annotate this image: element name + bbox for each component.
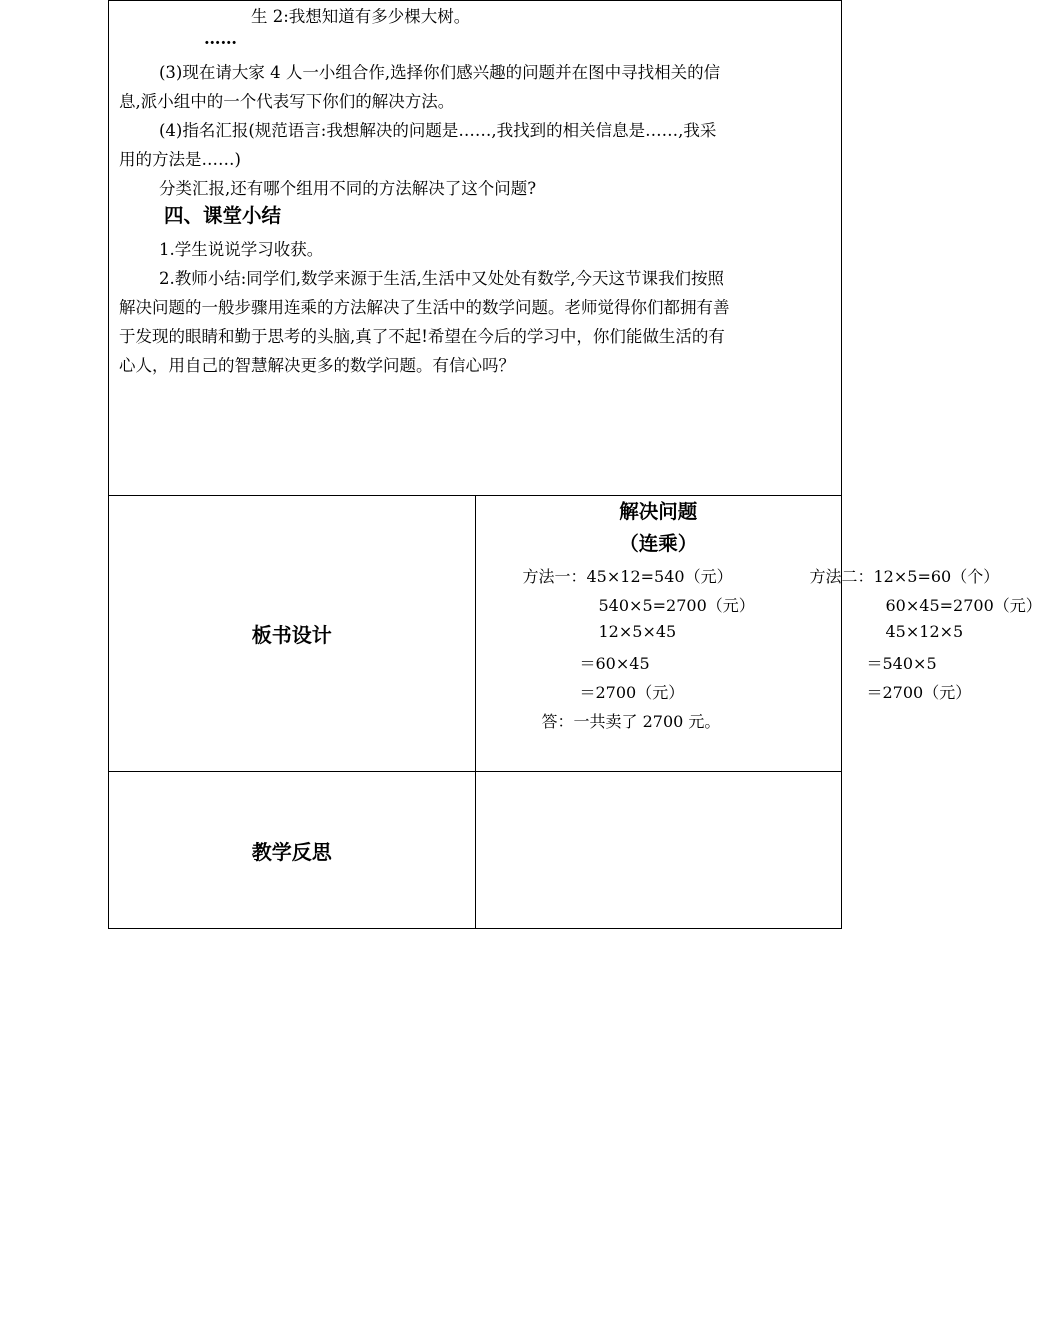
- summary-item-2-line4: 心人，用自己的智慧解决更多的数学问题。有信心吗？: [119, 356, 515, 375]
- student-2-line: 生 2:我想知道有多少棵大树。: [251, 7, 471, 26]
- step4-line2: 用的方法是……): [119, 150, 241, 169]
- method2-line4: ＝540×5: [866, 654, 937, 673]
- board-title: 解决问题: [619, 500, 698, 523]
- step4-line1: (4)指名汇报(规范语言:我想解决的问题是……,我找到的相关信息是……,我采: [159, 121, 717, 140]
- answer-line: 答：一共卖了 2700 元。: [541, 712, 721, 731]
- summary-item-1: 1.学生说说学习收获。: [159, 240, 324, 259]
- board-design-cell: [475, 496, 1042, 772]
- summary-item-2-line2: 解决问题的一般步骤用连乘的方法解决了生活中的数学问题。老师觉得你们都拥有善: [119, 298, 730, 317]
- method1-line4: ＝60×45: [579, 654, 650, 673]
- method1-line3: 12×5×45: [598, 622, 677, 641]
- board-design-label: 板书设计: [109, 496, 476, 772]
- ellipsis: ……: [204, 29, 237, 48]
- reflection-row: [109, 772, 842, 929]
- summary-item-2-line3: 于发现的眼睛和勤于思考的头脑,真了不起!希望在今后的学习中，你们能做生活的有: [119, 327, 725, 346]
- method1-line2: 540×5=2700（元）: [598, 596, 755, 615]
- reflection-label: 教学反思: [109, 772, 476, 929]
- method1-line5: ＝2700（元）: [579, 683, 685, 702]
- step3-line2: 息,派小组中的一个代表写下你们的解决方法。: [119, 92, 455, 111]
- method1-line1: 方法一：45×12=540（元）: [522, 567, 733, 586]
- section-heading-summary: 四、课堂小结: [164, 204, 282, 227]
- method2-line3: 45×12×5: [885, 622, 964, 641]
- board-design-row: [109, 496, 842, 772]
- teaching-process-row: [109, 1, 842, 496]
- method2-line5: ＝2700（元）: [866, 683, 972, 702]
- teaching-process-cell: [109, 1, 842, 496]
- step3-line1: (3)现在请大家 4 人一小组合作,选择你们感兴趣的问题并在图中寻找相关的信: [159, 63, 721, 82]
- lesson-plan-table: [108, 0, 1042, 929]
- summary-item-2-line1: 2.教师小结:同学们,数学来源于生活,生活中又处处有数学,今天这节课我们按照: [159, 269, 725, 288]
- method2-line1: 方法二：12×5=60（个）: [809, 567, 1000, 586]
- board-subtitle: （连乘）: [619, 532, 698, 555]
- method2-line2: 60×45=2700（元）: [885, 596, 1042, 615]
- classify-report-line: 分类汇报,还有哪个组用不同的方法解决了这个问题?: [159, 179, 537, 198]
- reflection-cell: [475, 772, 842, 929]
